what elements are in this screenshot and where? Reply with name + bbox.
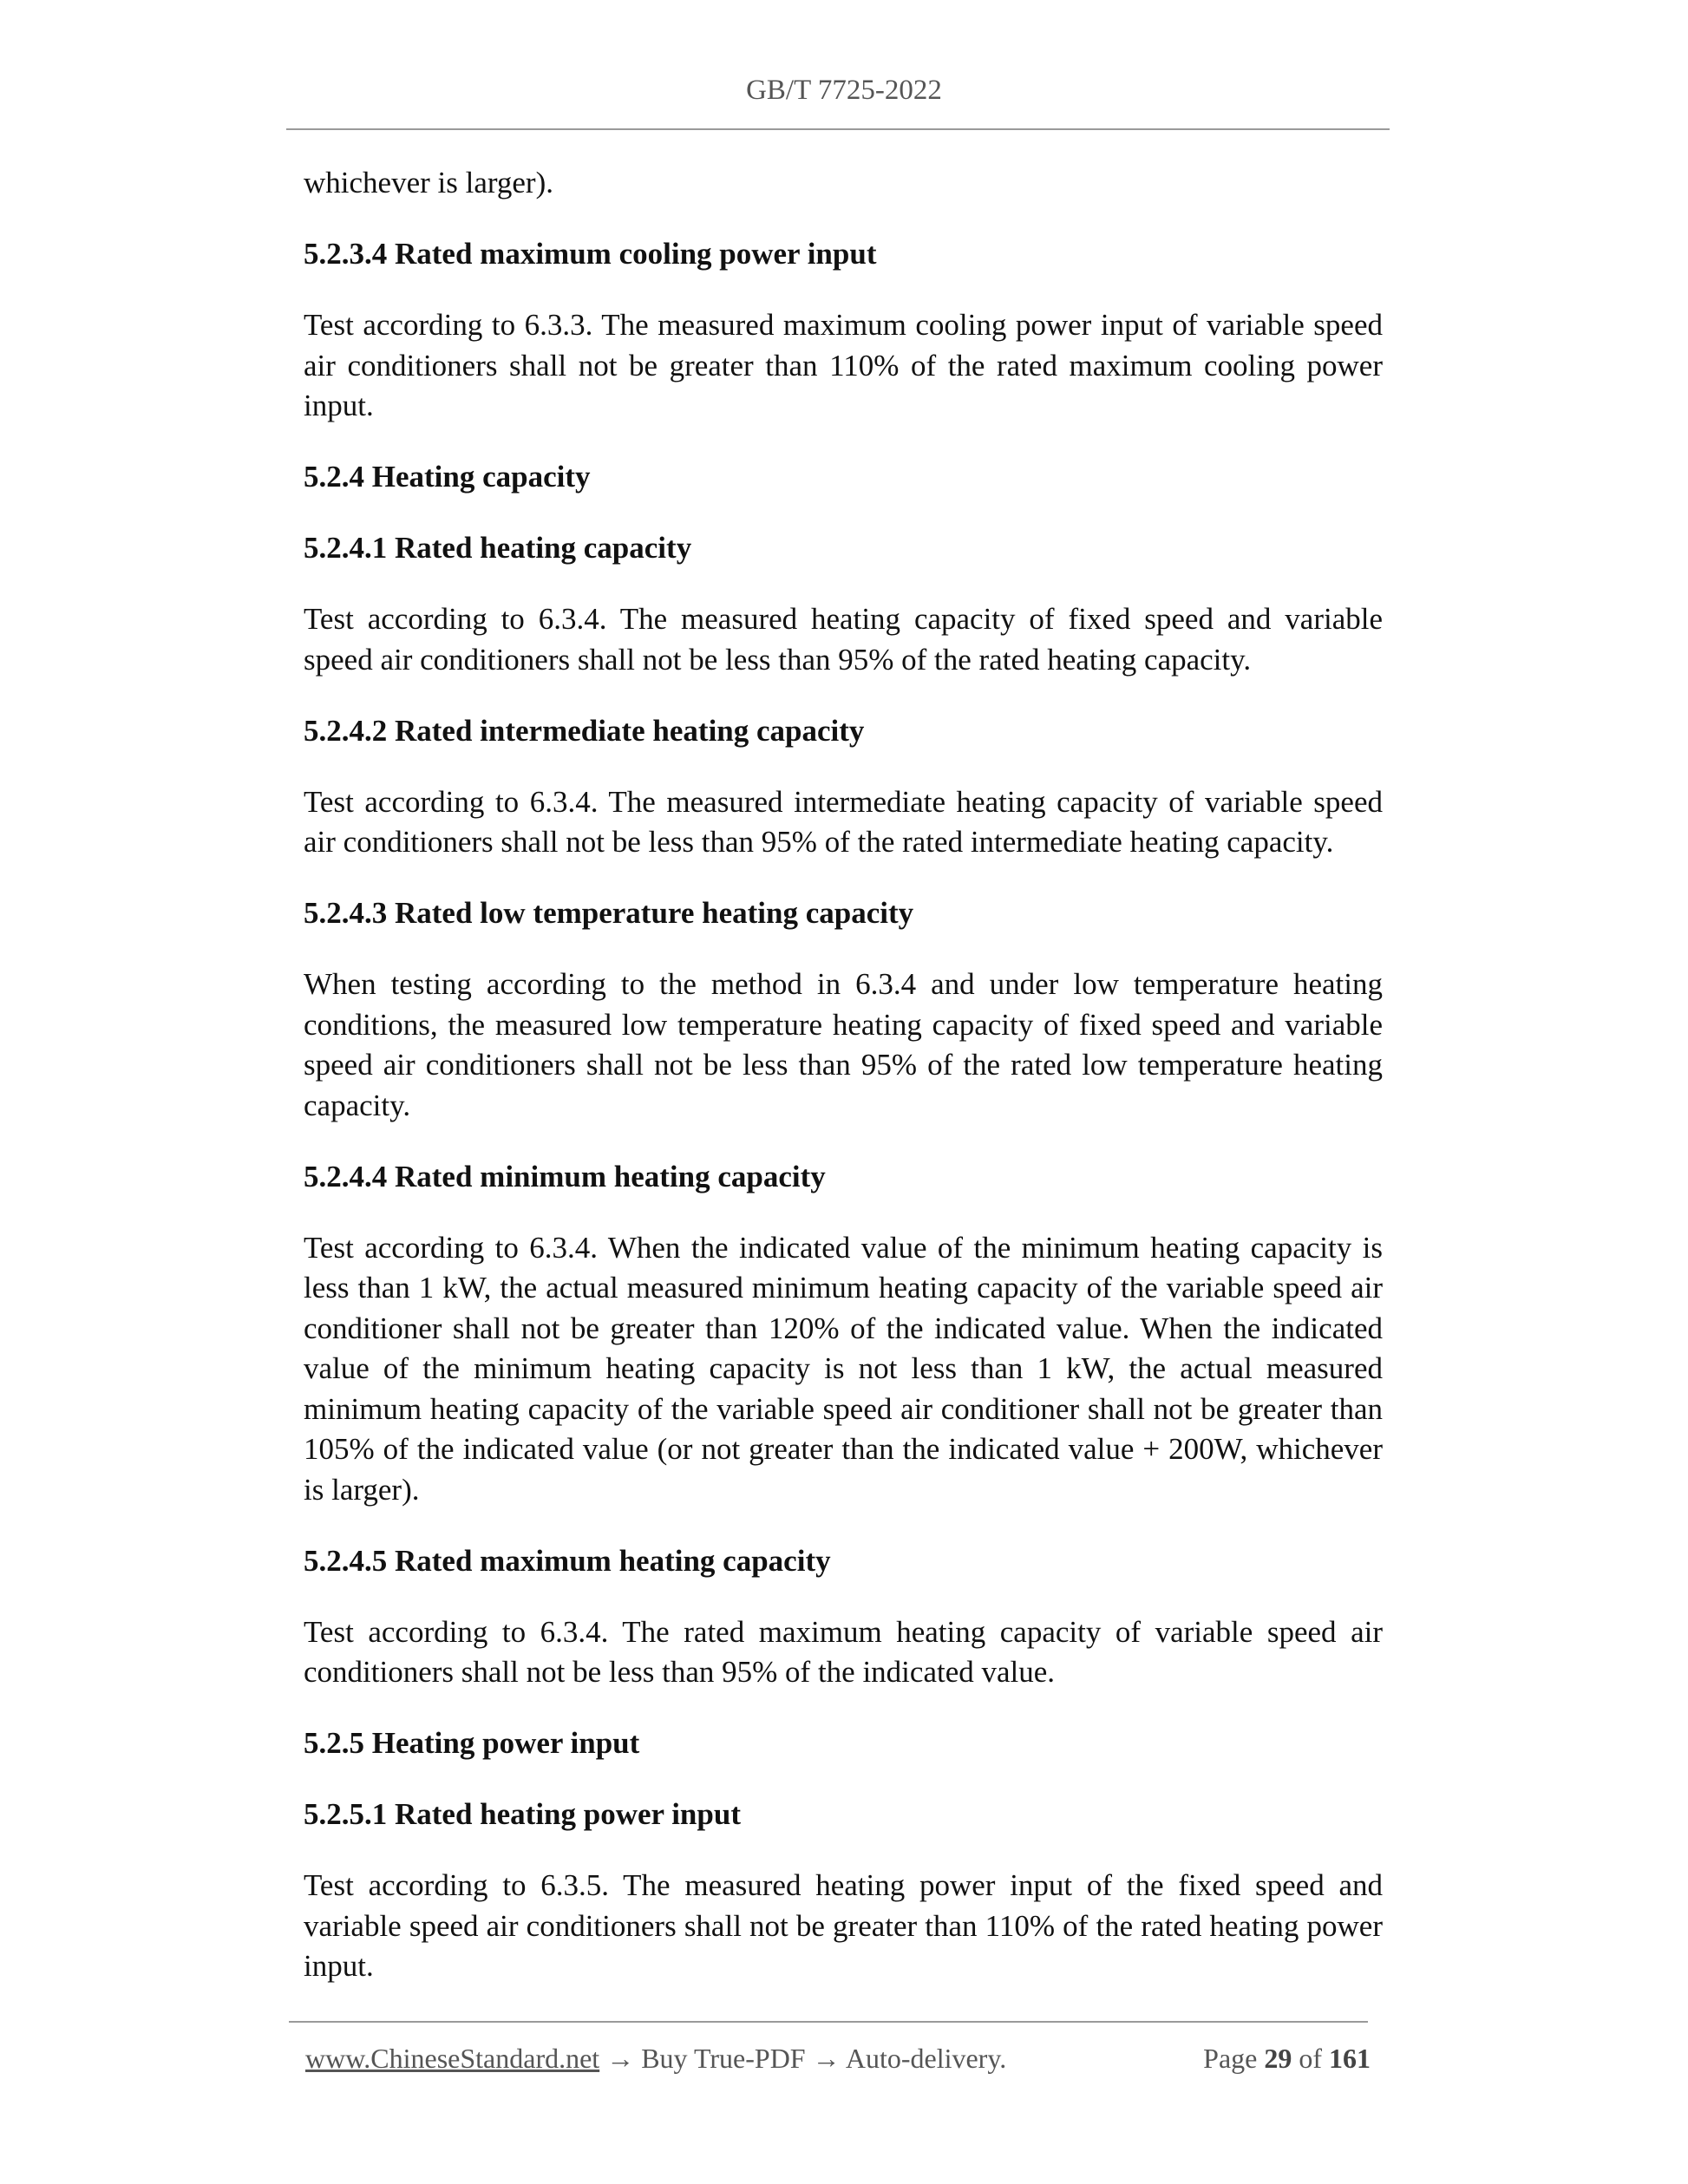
section-heading-5-2-4-3: 5.2.4.3 Rated low temperature heating capacity bbox=[304, 896, 914, 930]
arrow-right-icon: → bbox=[606, 2043, 635, 2074]
chinesestandard-link[interactable]: www.ChineseStandard.net bbox=[305, 2043, 600, 2074]
header-divider bbox=[286, 128, 1390, 130]
section-heading-5-2-4: 5.2.4 Heating capacity bbox=[304, 460, 591, 494]
section-heading-5-2-3-4: 5.2.3.4 Rated maximum cooling power input bbox=[304, 237, 877, 271]
section-heading-5-2-4-5: 5.2.4.5 Rated maximum heating capacity bbox=[304, 1543, 831, 1578]
paragraph-5-2-3-4: Test according to 6.3.3. The measured maximum cooling power input of variable speed air conditioners shall not be greater than 110% of the rated maximum cooling power input. bbox=[304, 308, 1383, 422]
buy-true-pdf-text: Buy True-PDF bbox=[641, 2043, 806, 2074]
section-heading-5-2-5: 5.2.5 Heating power input bbox=[304, 1726, 640, 1760]
section-heading-5-2-4-4: 5.2.4.4 Rated minimum heating capacity bbox=[304, 1159, 826, 1193]
paragraph-5-2-4-1: Test according to 6.3.4. The measured heating capacity of fixed speed and variable speed air conditioners shall not be less than 95% of the rated heating capacity. bbox=[304, 602, 1383, 677]
document-body bbox=[304, 163, 1383, 2017]
page-number: 29 bbox=[1264, 2043, 1292, 2074]
section-heading-5-2-5-1: 5.2.5.1 Rated heating power input bbox=[304, 1797, 741, 1831]
of-label: of bbox=[1299, 2043, 1322, 2074]
paragraph-5-2-4-2: Test according to 6.3.4. The measured intermediate heating capacity of variable speed air conditioners shall not be less than 95% of the rated intermediate heating capacity. bbox=[304, 784, 1383, 859]
footer-promo bbox=[305, 2041, 1006, 2076]
page-header-title: GB/T 7725-2022 bbox=[746, 75, 942, 106]
paragraph-continuation: whichever is larger). bbox=[304, 166, 553, 199]
paragraph-5-2-4-5: Test according to 6.3.4. The rated maximum heating capacity of variable speed air conditioners shall not be less than 95% of the indicated value. bbox=[304, 1614, 1383, 1689]
paragraph-5-2-4-3: When testing according to the method in 6.3.4 and under low temperature heating conditions, the measured low temperature heating capacity of fixed speed and variable speed air conditioners shall not be less than 95% of the rated low temperature heating capacity. bbox=[304, 967, 1383, 1122]
paragraph-5-2-4-4: Test according to 6.3.4. When the indicated value of the minimum heating capacity is less than 1 kW, the actual measured minimum heating capacity of the variable speed air conditioner shall not be greater than 120% of the indicated value. When the indicated value of the minimum heating capacity is not less than 1 kW, the actual measured minimum heating capacity of the variable speed air conditioner shall not be greater than 105% of the indicated value (or not greater than the indicated value + 200W, whichever is larger). bbox=[304, 1230, 1383, 1507]
total-pages: 161 bbox=[1329, 2043, 1371, 2074]
page-indicator bbox=[1203, 2041, 1371, 2076]
paragraph-5-2-5-1: Test according to 6.3.5. The measured heating power input of the fixed speed and variable speed air conditioners shall not be greater than 110% of the rated heating power input. bbox=[304, 1868, 1383, 1983]
section-heading-5-2-4-1: 5.2.4.1 Rated heating capacity bbox=[304, 531, 692, 565]
arrow-right-icon: → bbox=[812, 2043, 841, 2074]
section-heading-5-2-4-2: 5.2.4.2 Rated intermediate heating capacity bbox=[304, 713, 865, 748]
page-label: Page bbox=[1203, 2043, 1258, 2074]
auto-delivery-text: Auto-delivery. bbox=[845, 2043, 1007, 2074]
footer-divider bbox=[289, 2021, 1368, 2023]
